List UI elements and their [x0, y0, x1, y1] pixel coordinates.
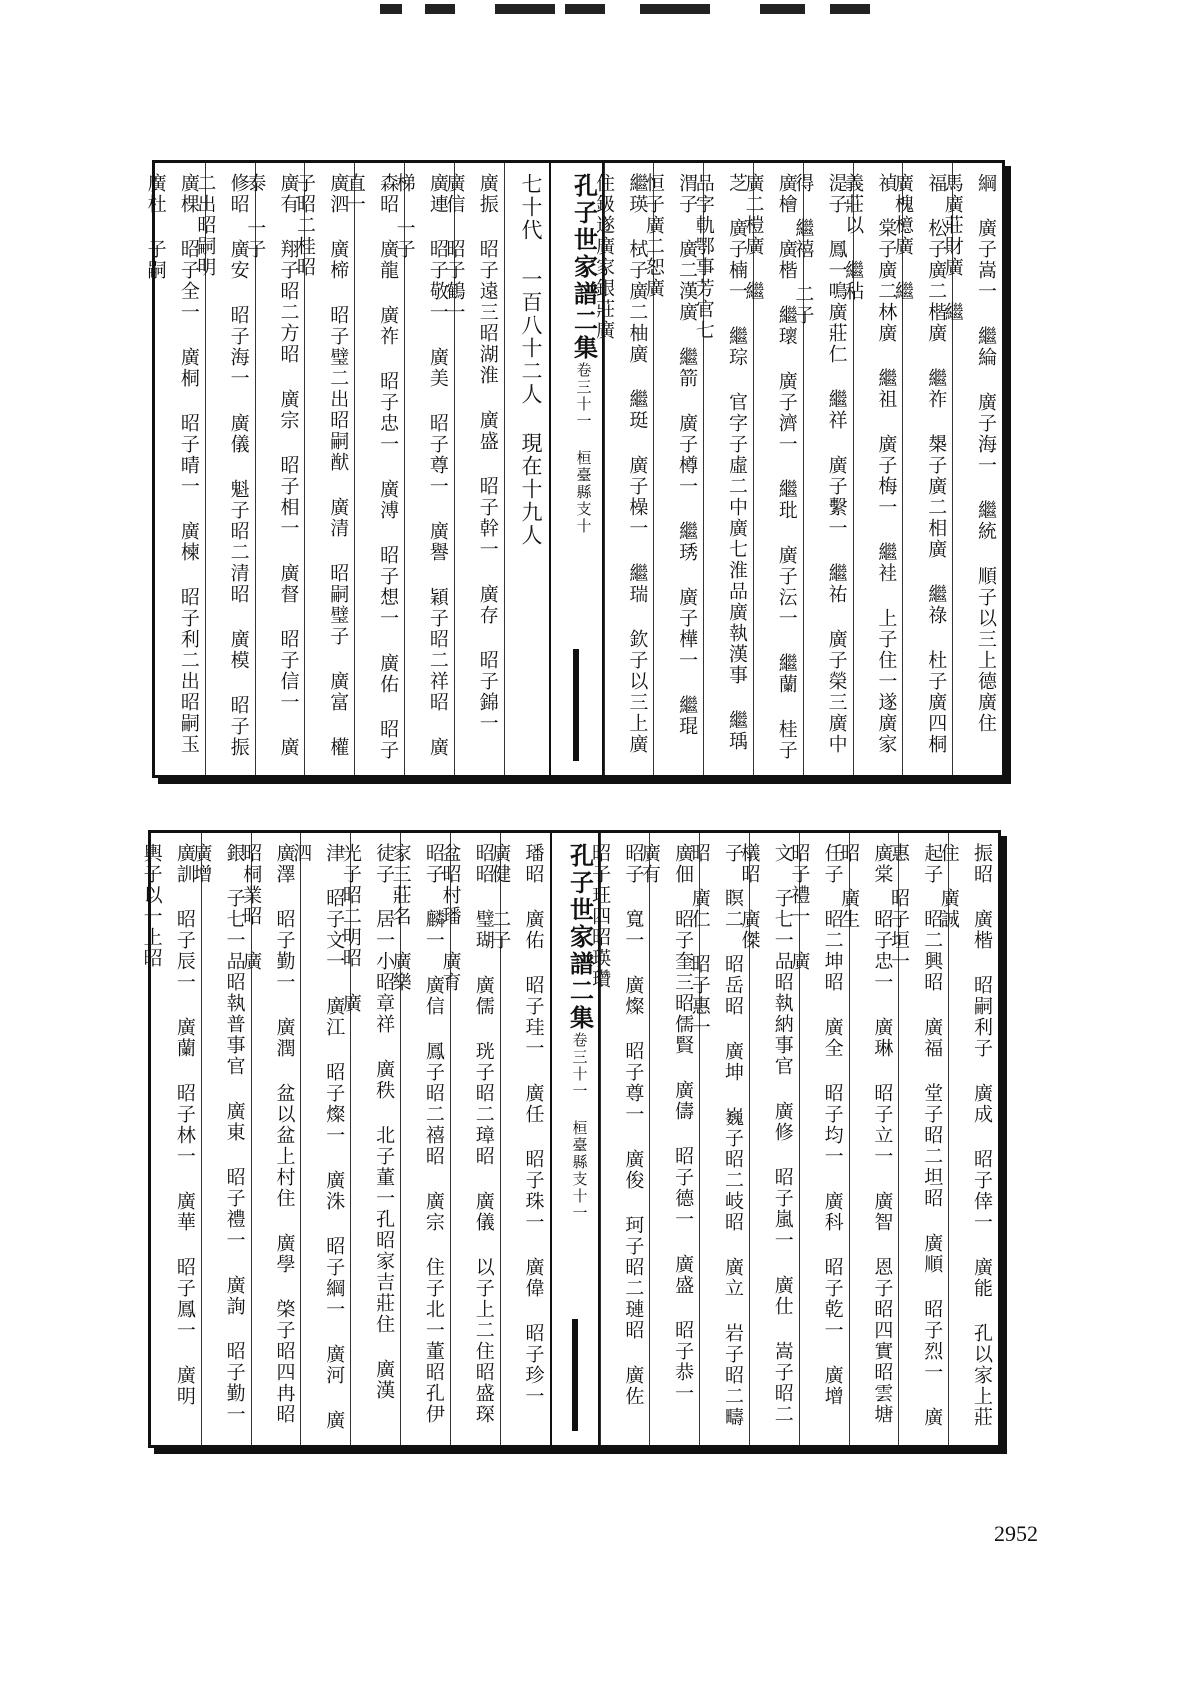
genealogy-entry-text: 廣棠 昭子忠一 廣琳 昭子立一 廣智 恩子昭四實昭雲塘昭 廣生 — [838, 843, 894, 1425]
generation-heading-column — [504, 163, 549, 775]
genealogy-entry-text: 廣佃 昭子奎三昭儒賢 廣儔 昭子德一 廣盛 昭子恭一 廣有 — [638, 843, 695, 1404]
leaf-number: 十 — [574, 518, 593, 535]
chapter-label: 卷三十一 桓臺縣支 — [570, 1032, 589, 1188]
center-title-column — [549, 163, 604, 775]
genealogy-entry-text: 振昭 廣楷 昭嗣利子 廣成 昭子倖一 廣能 孔以家上莊住 廣誠 — [937, 843, 993, 1428]
leaf-number: 十一 — [570, 1188, 589, 1222]
genealogy-entry-text: 徒子 居一小昭章祥 廣秩 北子董一孔昭家吉莊住 廣漢 光子昭二明昭 廣 — [339, 843, 396, 1401]
genealogy-entry-text: 森昭 廣龍 廣祚 昭子忠一 廣溥 昭子想一 廣佑 昭子直一 — [343, 173, 400, 761]
genealogy-column — [443, 163, 504, 775]
genealogy-entry-text: 湜子 鳳一鳴廣莊仁 繼祥 廣子繫一 繼祐 廣子榮三廣中得 繼禧 二子 — [792, 173, 848, 755]
genealogy-entry-text: 起子 昭二興昭 廣福 堂子昭二坦昭 廣順 昭子烈一 廣惠 昭子垣一 — [887, 843, 944, 1428]
genealogy-entry-text: 廣棵 昭子全一 廣桐 昭子晴一 廣楝 昭子利二出昭嗣玉 廣杜 子嗣 — [144, 173, 200, 755]
genealogy-column — [937, 833, 998, 1445]
genealogy-column — [140, 833, 201, 1445]
volume-label: 二集 — [569, 308, 599, 362]
genealogy-entry-text: 廣澤 昭子勤一 廣潤 盆以盆上村住 廣學 棨子昭四冉昭昭桐業昭 廣 — [240, 843, 296, 1425]
genealogy-column — [489, 833, 550, 1445]
genealogy-entry-text: 芝 廣子楠一 繼琮 官字子虛二中廣七淮品廣執漢事 繼瑀 品字軌鄂事芳官七 — [692, 173, 748, 752]
book-title: 孔子世家譜 — [569, 173, 599, 308]
genealogy-entry-text: 廣檜 廣楷 繼瓌 廣子濟一 繼玭 廣子沄一 繼蘭 桂子廣二榿廣 繼 — [742, 173, 798, 761]
center-title-column — [550, 833, 600, 1445]
genealogy-entry-text: 渭子 廣二漢廣 繼箭 廣子樽一 繼琇 廣子樺一 繼琨 恒子廣二恕廣 — [642, 173, 699, 737]
genealogy-column — [294, 163, 354, 775]
genealogy-entry-text: 廣連 昭子敬一 廣美 昭子尊一 廣譽 穎子昭二祥昭 廣梯 一子 — [393, 173, 449, 758]
top-genealogy-panel — [144, 160, 1005, 778]
genealogy-entry-text: 津 昭子文一 廣江 昭子燦一 廣洙 昭子綱一 廣河 廣泗 — [290, 843, 346, 1431]
genealogy-entry-text: 昭子 麟一 廣信 鳳子昭二禧昭 廣宗 住子北一董昭孔伊家三莊名 廣樂 — [389, 843, 445, 1425]
top-panel-columns — [144, 163, 1002, 775]
bottom-panel-columns — [140, 833, 998, 1445]
generation-heading: 七十代 一百八十二人 現在十九人 — [518, 173, 543, 547]
genealogy-entry-text: 廣訓 昭子辰一 廣蘭 昭子林一 廣華 昭子鳳一 廣明 輿子以一上昭 — [140, 843, 196, 1407]
genealogy-entry-text: 綱 廣子嵩一 繼綸 廣子海一 繼統 順子以三上德廣住 馬廣莊財廣 繼 — [941, 173, 997, 734]
top-scan-edge — [0, 0, 1190, 22]
chapter-label: 卷三十一 桓臺縣支 — [574, 362, 593, 518]
genealogy-entry-text: 廣有 翔子昭二方昭 廣宗 昭子相一 廣督 昭子信一 廣泰 一子 — [244, 173, 300, 758]
genealogy-entry-text: 文 子七一品昭執納事官 廣修 昭子嵐一 廣仕 嵩子昭二檥昭 廣傑 — [738, 843, 794, 1425]
genealogy-entry-text: 福 松子廣二楷廣 繼祚 槼子廣二相廣 繼祿 杜子廣四桐廣槐檍廣 繼 — [891, 173, 948, 755]
genealogy-column — [240, 833, 301, 1445]
genealogy-entry-text: 廣振 昭子遠三昭湖淮 廣盛 昭子幹一 廣存 昭子錦一 廣信 昭子鶴一 — [443, 173, 499, 734]
genealogy-column — [941, 163, 1002, 775]
genealogy-entry-text: 任子 昭二坤昭 廣全 昭子均一 廣科 昭子乾一 廣增 昭子禮一 廣 — [788, 843, 844, 1407]
genealogy-entry-text: 昭子 寬一 廣燦 昭子尊一 廣俊 珂子昭二璉昭 廣佐 昭子玨四昭瑛瓚 — [589, 843, 645, 1407]
genealogy-entry-text: 璠昭 廣佑 昭子珪一 廣任 昭子珠一 廣偉 昭子珍一 廣健 二子 — [489, 843, 545, 1407]
genealogy-entry-text: 昭昭 璧瑚 廣儒 珖子昭二璋昭 廣儀 以子上二住昭盛琛盆昭村璠 廣育 — [439, 843, 495, 1425]
genealogy-entry-text: 禎 棠子廣二林廣 繼祖 廣子梅一 繼袿 上子住一遂廣家義莊以 繼秥 — [842, 173, 898, 755]
genealogy-entry-text: 子 瞑二 昭岳昭 廣坤 巍子昭二岐昭 廣立 岩子昭二疇昭 廣仁 昭子惠一 — [688, 843, 744, 1428]
genealogy-entry-text: 修昭 廣安 昭子海一 廣儀 魁子昭二清昭 廣模 昭子振二出昭嗣明 — [194, 173, 250, 758]
fish-tail-mark — [573, 649, 579, 761]
genealogy-entry-text: 廣泗 廣楴 昭子璧二出昭嗣猷 廣清 昭嗣璧子 廣富 權子昭二桂昭 — [294, 173, 350, 758]
book-title: 孔子世家譜 — [565, 843, 595, 978]
genealogy-entry-text: 繼瑛 栻子廣二柚廣 繼珽 廣子橾一 繼瑞 欽子以三上廣住鈒遂廣家銀莊廣 — [593, 173, 649, 755]
fish-tail-mark — [572, 1319, 578, 1431]
page-number: 2952 — [994, 1521, 1038, 1546]
genealogy-column — [589, 833, 650, 1445]
volume-label: 二集 — [565, 978, 595, 1032]
genealogy-entry-text: 銀 子七一品昭執普事官 廣東 昭子禮一 廣詢 昭子勤一 廣增 — [190, 843, 246, 1425]
bottom-genealogy-panel — [140, 830, 1001, 1448]
